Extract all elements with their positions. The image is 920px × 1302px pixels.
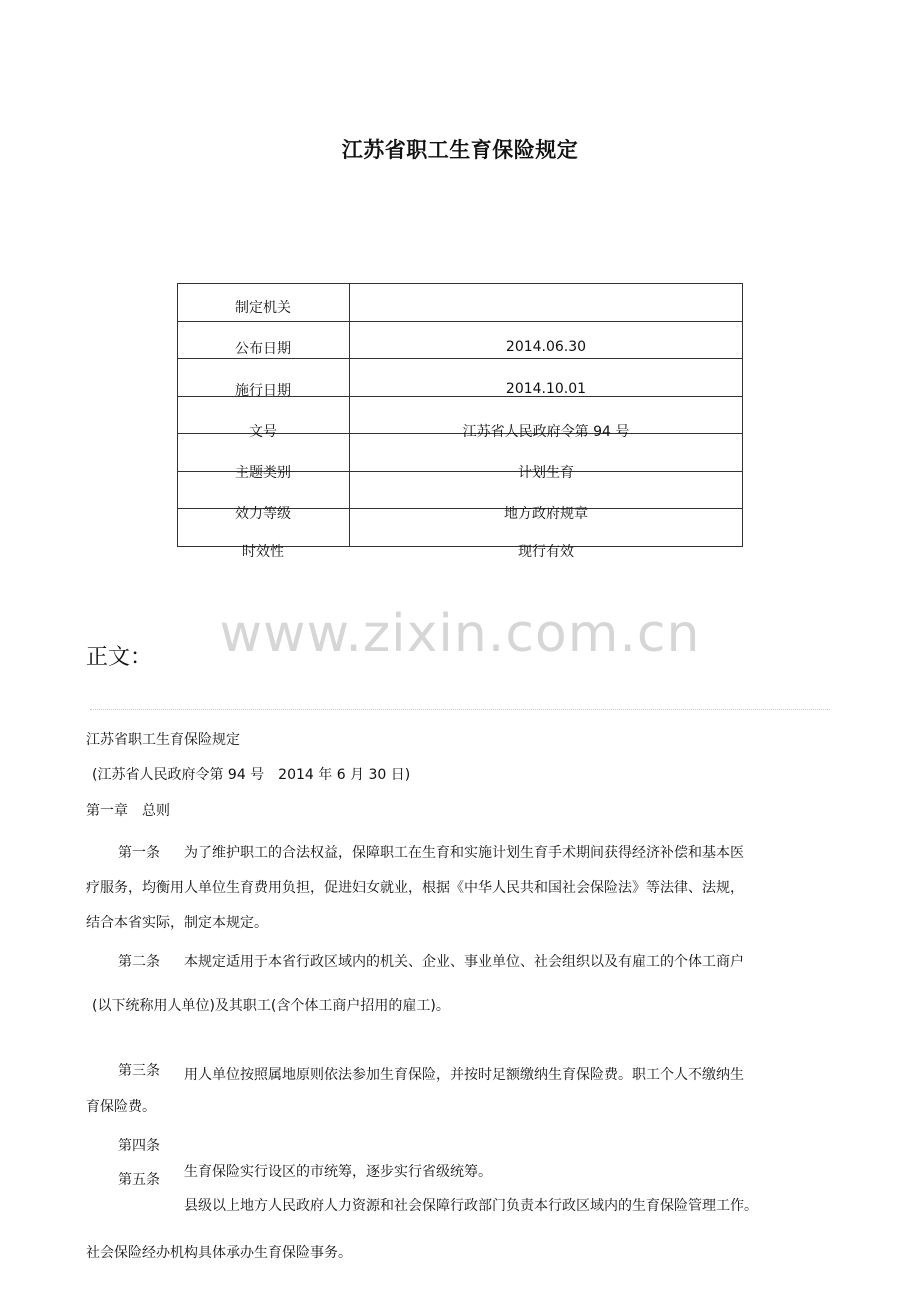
body-heading: 江苏省职工生育保险规定 [86, 732, 240, 748]
table-row-divider [178, 321, 742, 322]
article-text: 结合本省实际，制定本规定。 [86, 915, 268, 931]
article-text: 育保险费。 [86, 1099, 156, 1115]
article-number: 第二条 [118, 954, 160, 970]
body-section-label: 正文： [86, 645, 153, 670]
article-text: (以下统称用人单位)及其职工(含个体工商户招用的雇工)。 [92, 998, 450, 1014]
table-row-value-legal-level: 地方政府规章 [504, 506, 588, 522]
article-number: 第三条 [118, 1063, 160, 1079]
table-row-label-document-number: 文号 [249, 424, 277, 440]
table-row-label-publish-date: 公布日期 [235, 341, 291, 357]
article-text: 生育保险实行设区的市统筹，逐步实行省级统筹。 [184, 1164, 492, 1180]
decree-line: (江苏省人民政府令第 94 号 2014 年 6 月 30 日) [92, 767, 411, 783]
table-row-value-document-number: 江苏省人民政府令第 94 号 [462, 424, 630, 440]
table-row-label-subject-category: 主题类别 [235, 465, 291, 481]
table-row-value-publish-date: 2014.06.30 [505, 339, 587, 355]
article-text: 为了维护职工的合法权益，保障职工在生育和实施计划生育手术期间获得经济补偿和基本医 [184, 845, 744, 861]
table-row-value-validity: 现行有效 [518, 544, 574, 560]
table-row-value-subject-category: 计划生育 [518, 465, 574, 481]
article-text: 疗服务，均衡用人单位生育费用负担，促进妇女就业，根据《中华人民共和国社会保险法》等法律、法规， [86, 880, 744, 896]
chapter-heading: 第一章 总则 [86, 803, 170, 819]
dotted-divider [90, 709, 830, 710]
article-number: 第五条 [118, 1172, 160, 1188]
table-row-divider [178, 358, 742, 359]
article-text: 县级以上地方人民政府人力资源和社会保障行政部门负责本行政区域内的生育保险管理工作。 [184, 1198, 758, 1214]
article-number: 第四条 [118, 1138, 160, 1154]
watermark: www.zixin.com.cn [219, 604, 701, 664]
article-text: 社会保险经办机构具体承办生育保险事务。 [86, 1245, 352, 1261]
table-row-value-effective-date: 2014.10.01 [505, 381, 587, 397]
table-row-label-legal-level: 效力等级 [235, 506, 291, 522]
article-text: 用人单位按照属地原则依法参加生育保险，并按时足额缴纳生育保险费。职工个人不缴纳生 [184, 1067, 744, 1083]
table-row-label-issuing-authority: 制定机关 [235, 300, 291, 316]
document-title: 江苏省职工生育保险规定 [341, 138, 579, 162]
article-text: 本规定适用于本省行政区域内的机关、企业、事业单位、社会组织以及有雇工的个体工商户 [184, 954, 744, 970]
article-number: 第一条 [118, 845, 160, 861]
table-row-label-validity: 时效性 [242, 544, 284, 560]
table-row-label-effective-date: 施行日期 [235, 383, 291, 399]
